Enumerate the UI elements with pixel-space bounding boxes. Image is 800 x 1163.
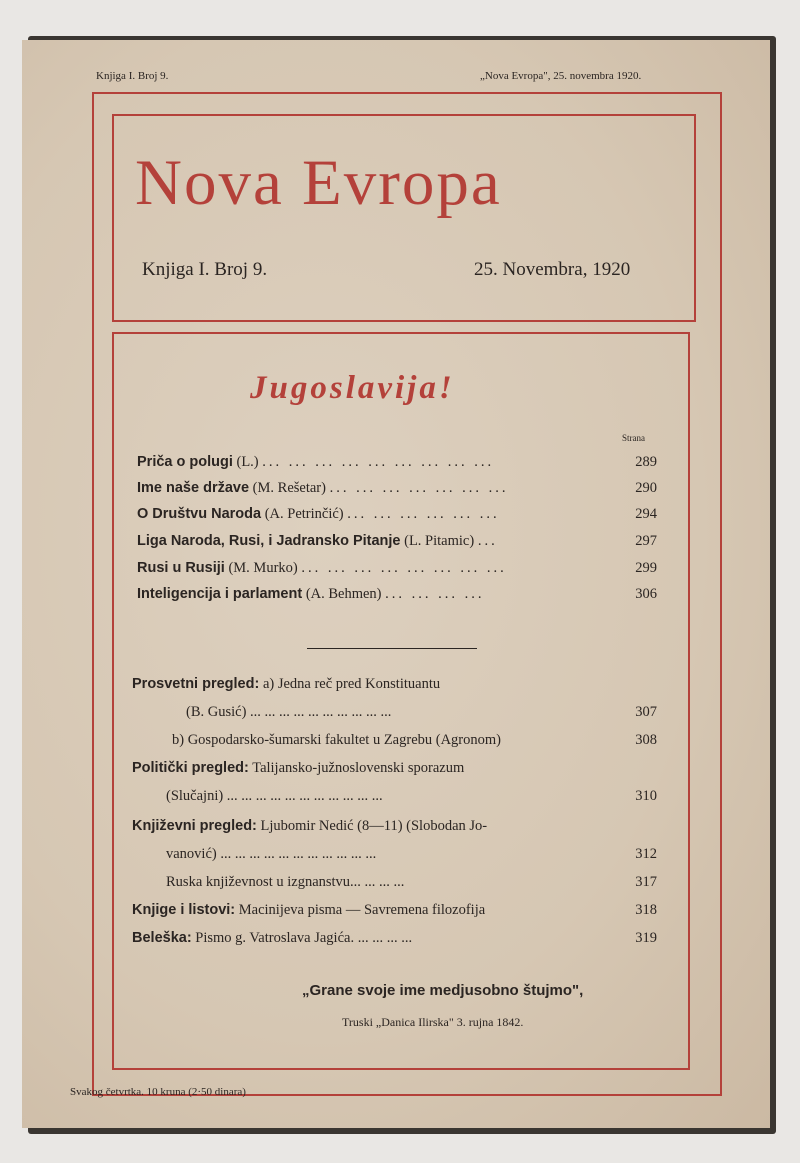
toc-section-row — [132, 732, 657, 754]
section-text: Pismo g. Vatroslava Jagića. ... ... ... ... — [195, 930, 413, 946]
issue-number: Knjiga I. Broj 9. — [142, 259, 268, 280]
page-number: 290 — [635, 480, 657, 496]
section-text: (B. Gusić) ... ... ... ... ... ... ... ... ... ... — [186, 704, 392, 720]
page-number: 294 — [635, 506, 657, 522]
toc-section-row — [132, 930, 657, 952]
leader-dots: ... ... ... ... ... ... ... ... — [301, 560, 507, 576]
toc-article-row — [137, 533, 657, 555]
article-author: (A. Petrinčić) — [264, 506, 344, 522]
article-author: (M. Murko) — [228, 560, 298, 576]
toc-section-row — [132, 846, 657, 868]
page-number: 297 — [635, 533, 657, 549]
page-number: 306 — [635, 586, 657, 602]
contents-frame — [112, 332, 690, 1070]
motto-source: Truski „Danica Ilirska" 3. rujna 1842. — [342, 1015, 524, 1029]
page-number: 319 — [635, 930, 657, 946]
section-label: Prosvetni pregled: — [132, 676, 260, 692]
toc-article-row — [137, 506, 657, 528]
section-label: Književni pregled: — [132, 818, 257, 834]
toc-article-row — [137, 454, 657, 476]
section-text: b) Gospodarsko-šumarski fakultet u Zagrebu (Agronom) — [172, 732, 501, 748]
price-footer: Svakog četvrtka. 10 kruna (2·50 dinara) — [70, 1086, 246, 1098]
article-author: (L. Pitamic) — [404, 533, 475, 549]
article-title: Inteligencija i parlament — [137, 586, 303, 602]
page-number: 308 — [635, 732, 657, 748]
running-head-right: „Nova Evropa", 25. novembra 1920. — [480, 70, 642, 82]
toc-article-row — [137, 586, 657, 608]
motto-quote: „Grane svoje ime medjusobno štujmo", — [302, 982, 584, 999]
leader-dots: ... ... ... ... ... ... ... — [329, 480, 509, 496]
toc-section-row — [132, 902, 657, 924]
toc-section-row — [132, 676, 657, 698]
article-title: Liga Naroda, Rusi, i Jadransko Pitanje — [137, 533, 401, 549]
toc-section-row — [132, 760, 657, 782]
article-author: (A. Behmen) — [305, 586, 382, 602]
toc-section-row — [132, 788, 657, 810]
issue-date: 25. Novembra, 1920 — [474, 259, 631, 280]
running-head-left: Knjiga I. Broj 9. — [96, 70, 169, 82]
section-text: Talijansko-južnoslovenski sporazum — [252, 760, 465, 776]
page-number: 310 — [635, 788, 657, 804]
page-number: 318 — [635, 902, 657, 918]
article-title: Ime naše države — [137, 480, 250, 496]
article-title: Rusi u Rusiji — [137, 560, 225, 576]
section-text: vanović) ... ... ... ... ... ... ... ... ... ... ... — [166, 846, 377, 862]
page-number: 312 — [635, 846, 657, 862]
leader-dots: ... — [477, 533, 498, 549]
article-title: O Društvu Naroda — [137, 506, 262, 522]
page-number: 317 — [635, 874, 657, 890]
page-column-label: Strana — [622, 433, 645, 443]
leader-dots: ... ... ... ... — [385, 586, 485, 602]
article-title: Priča o polugi — [137, 454, 233, 470]
toc-section-row — [132, 704, 657, 726]
section-label: Knjige i listovi: — [132, 902, 236, 918]
toc-section-row — [132, 874, 657, 896]
page-number: 299 — [635, 560, 657, 576]
leader-dots: ... ... ... ... ... ... ... ... ... — [262, 454, 495, 470]
toc-article-row — [137, 480, 657, 502]
magazine-cover — [22, 40, 770, 1128]
section-text: (Slučajni) ... ... ... ... ... ... ... ... ... ... ... — [166, 788, 383, 804]
section-label: Politički pregled: — [132, 760, 249, 776]
magazine-title: Nova Evropa — [135, 147, 502, 219]
contents-heading: Jugoslavija! — [250, 370, 455, 406]
toc-section-row — [132, 818, 657, 840]
page-number: 289 — [635, 454, 657, 470]
leader-dots: ... ... ... ... ... ... — [347, 506, 500, 522]
section-label: Beleška: — [132, 930, 192, 946]
section-text: Macinijeva pisma — Savremena filozofija — [238, 902, 486, 918]
article-author: (L.) — [236, 454, 259, 470]
section-text: a) Jedna reč pred Konstituantu — [262, 676, 441, 692]
page-number: 307 — [635, 704, 657, 720]
section-text: Ruska književnost u izgnanstvu... ... ... ... — [166, 874, 405, 890]
section-text: Ljubomir Nedić (8—11) (Slobodan Jo- — [260, 818, 488, 834]
toc-article-row — [137, 560, 657, 582]
article-author: (M. Rešetar) — [252, 480, 326, 496]
section-divider — [307, 648, 477, 649]
